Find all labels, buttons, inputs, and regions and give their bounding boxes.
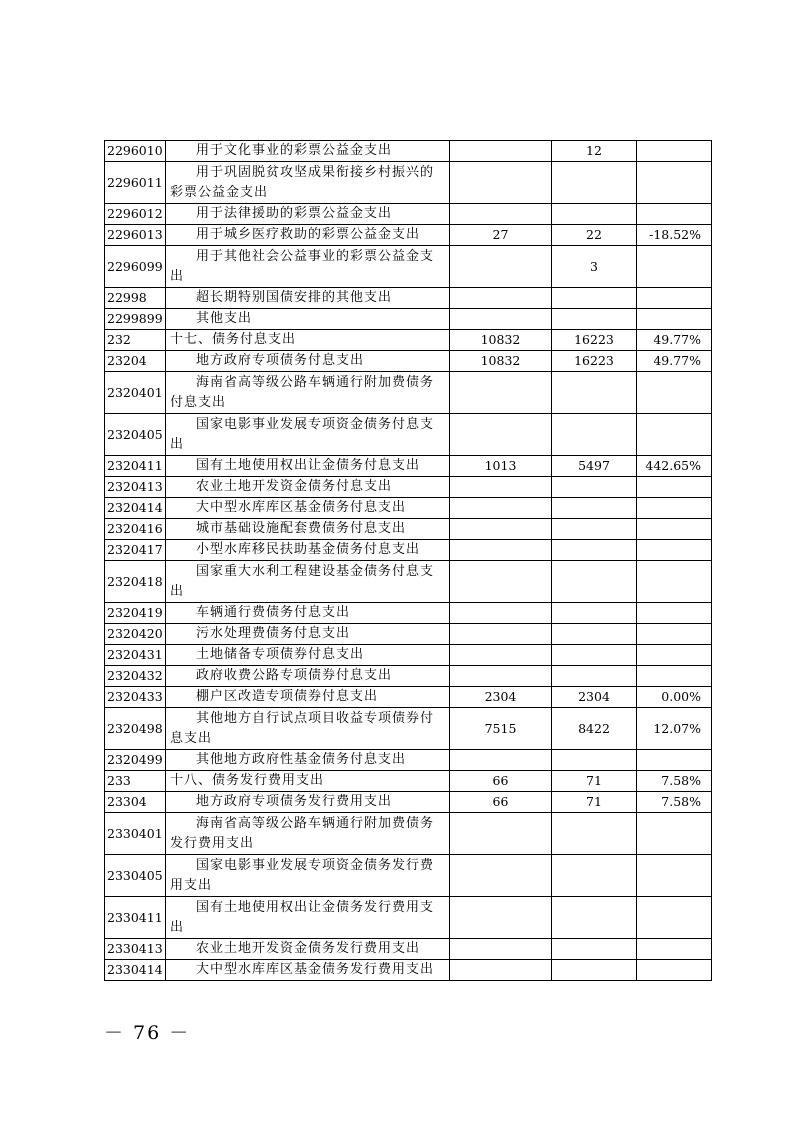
item-name: 农业土地开发资金债务发行费用支出 [166, 939, 450, 960]
growth-rate [637, 519, 712, 540]
value-prior [450, 603, 552, 624]
growth-rate [637, 540, 712, 561]
budget-table [104, 140, 712, 981]
growth-rate [637, 162, 712, 204]
item-code: 2320411 [105, 456, 166, 477]
value-current [552, 939, 637, 960]
item-name: 十七、债务付息支出 [166, 330, 450, 351]
value-prior [450, 498, 552, 519]
item-code: 2320431 [105, 645, 166, 666]
value-prior [450, 162, 552, 204]
table-row [105, 540, 712, 561]
value-current: 16223 [552, 351, 637, 372]
table-row [105, 498, 712, 519]
table-row [105, 855, 712, 897]
item-name: 用于城乡医疗救助的彩票公益金支出 [166, 225, 450, 246]
table-row [105, 939, 712, 960]
growth-rate [637, 813, 712, 855]
item-name: 其他地方政府性基金债务付息支出 [166, 750, 450, 771]
item-code: 2320417 [105, 540, 166, 561]
value-prior [450, 813, 552, 855]
value-current [552, 288, 637, 309]
item-name: 海南省高等级公路车辆通行附加费债务付息支出 [166, 372, 450, 414]
table-row [105, 750, 712, 771]
value-prior [450, 309, 552, 330]
item-name: 用于法律援助的彩票公益金支出 [166, 204, 450, 225]
value-current [552, 561, 637, 603]
table-row [105, 141, 712, 162]
item-name: 国家电影事业发展专项资金债务付息支出 [166, 414, 450, 456]
table-row [105, 225, 712, 246]
table-row [105, 477, 712, 498]
table-row [105, 960, 712, 981]
item-code: 23204 [105, 351, 166, 372]
item-code: 2320413 [105, 477, 166, 498]
item-code: 232 [105, 330, 166, 351]
value-current [552, 855, 637, 897]
table-row [105, 897, 712, 939]
value-current [552, 519, 637, 540]
item-code: 233 [105, 771, 166, 792]
value-current: 3 [552, 246, 637, 288]
item-name: 土地储备专项债券付息支出 [166, 645, 450, 666]
growth-rate [637, 288, 712, 309]
value-current [552, 960, 637, 981]
growth-rate [637, 477, 712, 498]
item-code: 2296011 [105, 162, 166, 204]
item-code: 2330414 [105, 960, 166, 981]
item-name: 棚户区改造专项债券付息支出 [166, 687, 450, 708]
value-current [552, 372, 637, 414]
table-row [105, 519, 712, 540]
growth-rate: 12.07% [637, 708, 712, 750]
growth-rate [637, 141, 712, 162]
value-prior: 66 [450, 792, 552, 813]
item-name: 小型水库移民扶助基金债务付息支出 [166, 540, 450, 561]
value-prior [450, 750, 552, 771]
growth-rate [637, 897, 712, 939]
value-prior [450, 666, 552, 687]
item-code: 2296013 [105, 225, 166, 246]
value-prior [450, 540, 552, 561]
growth-rate: 49.77% [637, 351, 712, 372]
item-name: 国有土地使用权出让金债务付息支出 [166, 456, 450, 477]
item-name: 超长期特别国债安排的其他支出 [166, 288, 450, 309]
item-code: 2296012 [105, 204, 166, 225]
growth-rate: 49.77% [637, 330, 712, 351]
item-code: 2320432 [105, 666, 166, 687]
value-prior [450, 855, 552, 897]
value-current [552, 414, 637, 456]
value-prior: 2304 [450, 687, 552, 708]
growth-rate [637, 939, 712, 960]
table-row [105, 792, 712, 813]
growth-rate [637, 561, 712, 603]
growth-rate: 7.58% [637, 792, 712, 813]
table-row [105, 687, 712, 708]
growth-rate [637, 309, 712, 330]
value-current [552, 750, 637, 771]
value-prior [450, 645, 552, 666]
growth-rate [637, 750, 712, 771]
item-name: 政府收费公路专项债券付息支出 [166, 666, 450, 687]
table-row [105, 666, 712, 687]
item-name: 污水处理费债务付息支出 [166, 624, 450, 645]
table-row [105, 561, 712, 603]
value-current [552, 498, 637, 519]
value-prior: 66 [450, 771, 552, 792]
value-current [552, 813, 637, 855]
item-code: 22998 [105, 288, 166, 309]
value-prior [450, 288, 552, 309]
table-row [105, 372, 712, 414]
item-name: 国有土地使用权出让金债务发行费用支出 [166, 897, 450, 939]
item-code: 2320419 [105, 603, 166, 624]
item-code: 2320416 [105, 519, 166, 540]
item-code: 2320420 [105, 624, 166, 645]
item-code: 2330411 [105, 897, 166, 939]
value-current: 22 [552, 225, 637, 246]
value-current: 71 [552, 792, 637, 813]
value-current [552, 162, 637, 204]
item-name: 国家重大水利工程建设基金债务付息支出 [166, 561, 450, 603]
value-prior [450, 561, 552, 603]
table-row [105, 330, 712, 351]
growth-rate: 7.58% [637, 771, 712, 792]
value-prior: 10832 [450, 351, 552, 372]
table-row [105, 288, 712, 309]
value-prior: 7515 [450, 708, 552, 750]
item-name: 车辆通行费债务付息支出 [166, 603, 450, 624]
growth-rate [637, 624, 712, 645]
item-name: 其他地方自行试点项目收益专项债券付息支出 [166, 708, 450, 750]
value-prior [450, 204, 552, 225]
value-prior [450, 414, 552, 456]
item-code: 2330405 [105, 855, 166, 897]
value-current: 71 [552, 771, 637, 792]
growth-rate [637, 645, 712, 666]
table-row [105, 414, 712, 456]
growth-rate [637, 204, 712, 225]
item-name: 十八、债务发行费用支出 [166, 771, 450, 792]
item-code: 2320499 [105, 750, 166, 771]
growth-rate [637, 960, 712, 981]
item-name: 地方政府专项债务付息支出 [166, 351, 450, 372]
growth-rate: 0.00% [637, 687, 712, 708]
table-row [105, 309, 712, 330]
value-current [552, 624, 637, 645]
growth-rate [637, 498, 712, 519]
growth-rate: 442.65% [637, 456, 712, 477]
table-row [105, 771, 712, 792]
item-code: 2299899 [105, 309, 166, 330]
table-row [105, 351, 712, 372]
item-code: 2330413 [105, 939, 166, 960]
item-name: 海南省高等级公路车辆通行附加费债务发行费用支出 [166, 813, 450, 855]
item-name: 用于巩固脱贫攻坚成果衔接乡村振兴的彩票公益金支出 [166, 162, 450, 204]
growth-rate [637, 666, 712, 687]
item-name: 其他支出 [166, 309, 450, 330]
item-name: 农业土地开发资金债务付息支出 [166, 477, 450, 498]
growth-rate [637, 372, 712, 414]
value-prior [450, 897, 552, 939]
growth-rate [637, 414, 712, 456]
table-row [105, 162, 712, 204]
item-code: 2320418 [105, 561, 166, 603]
value-prior [450, 960, 552, 981]
growth-rate [637, 246, 712, 288]
table-row [105, 624, 712, 645]
value-current [552, 603, 637, 624]
value-prior: 1013 [450, 456, 552, 477]
growth-rate [637, 855, 712, 897]
value-current [552, 897, 637, 939]
value-current: 5497 [552, 456, 637, 477]
table-row [105, 246, 712, 288]
item-code: 2320405 [105, 414, 166, 456]
item-name: 大中型水库库区基金债务付息支出 [166, 498, 450, 519]
value-current [552, 477, 637, 498]
item-code: 23304 [105, 792, 166, 813]
value-current: 8422 [552, 708, 637, 750]
item-name: 地方政府专项债务发行费用支出 [166, 792, 450, 813]
item-code: 2320401 [105, 372, 166, 414]
value-current: 16223 [552, 330, 637, 351]
item-code: 2296010 [105, 141, 166, 162]
table-row [105, 603, 712, 624]
item-code: 2296099 [105, 246, 166, 288]
value-prior [450, 939, 552, 960]
value-prior [450, 624, 552, 645]
value-prior [450, 519, 552, 540]
item-code: 2320498 [105, 708, 166, 750]
table-row [105, 456, 712, 477]
page-number: － 76 － [104, 1022, 191, 1044]
item-name: 城市基础设施配套费债务付息支出 [166, 519, 450, 540]
item-code: 2330401 [105, 813, 166, 855]
item-code: 2320414 [105, 498, 166, 519]
item-name: 用于其他社会公益事业的彩票公益金支出 [166, 246, 450, 288]
value-current [552, 309, 637, 330]
table-row [105, 813, 712, 855]
growth-rate [637, 603, 712, 624]
value-prior [450, 372, 552, 414]
value-current: 2304 [552, 687, 637, 708]
table-row [105, 645, 712, 666]
value-prior [450, 141, 552, 162]
item-name: 大中型水库库区基金债务发行费用支出 [166, 960, 450, 981]
value-prior [450, 477, 552, 498]
item-name: 用于文化事业的彩票公益金支出 [166, 141, 450, 162]
item-code: 2320433 [105, 687, 166, 708]
value-current [552, 204, 637, 225]
value-prior: 27 [450, 225, 552, 246]
value-prior [450, 246, 552, 288]
table-row [105, 204, 712, 225]
value-prior: 10832 [450, 330, 552, 351]
growth-rate: -18.52% [637, 225, 712, 246]
value-current [552, 645, 637, 666]
item-name: 国家电影事业发展专项资金债务发行费用支出 [166, 855, 450, 897]
value-current [552, 540, 637, 561]
value-current [552, 666, 637, 687]
value-current: 12 [552, 141, 637, 162]
table-row [105, 708, 712, 750]
